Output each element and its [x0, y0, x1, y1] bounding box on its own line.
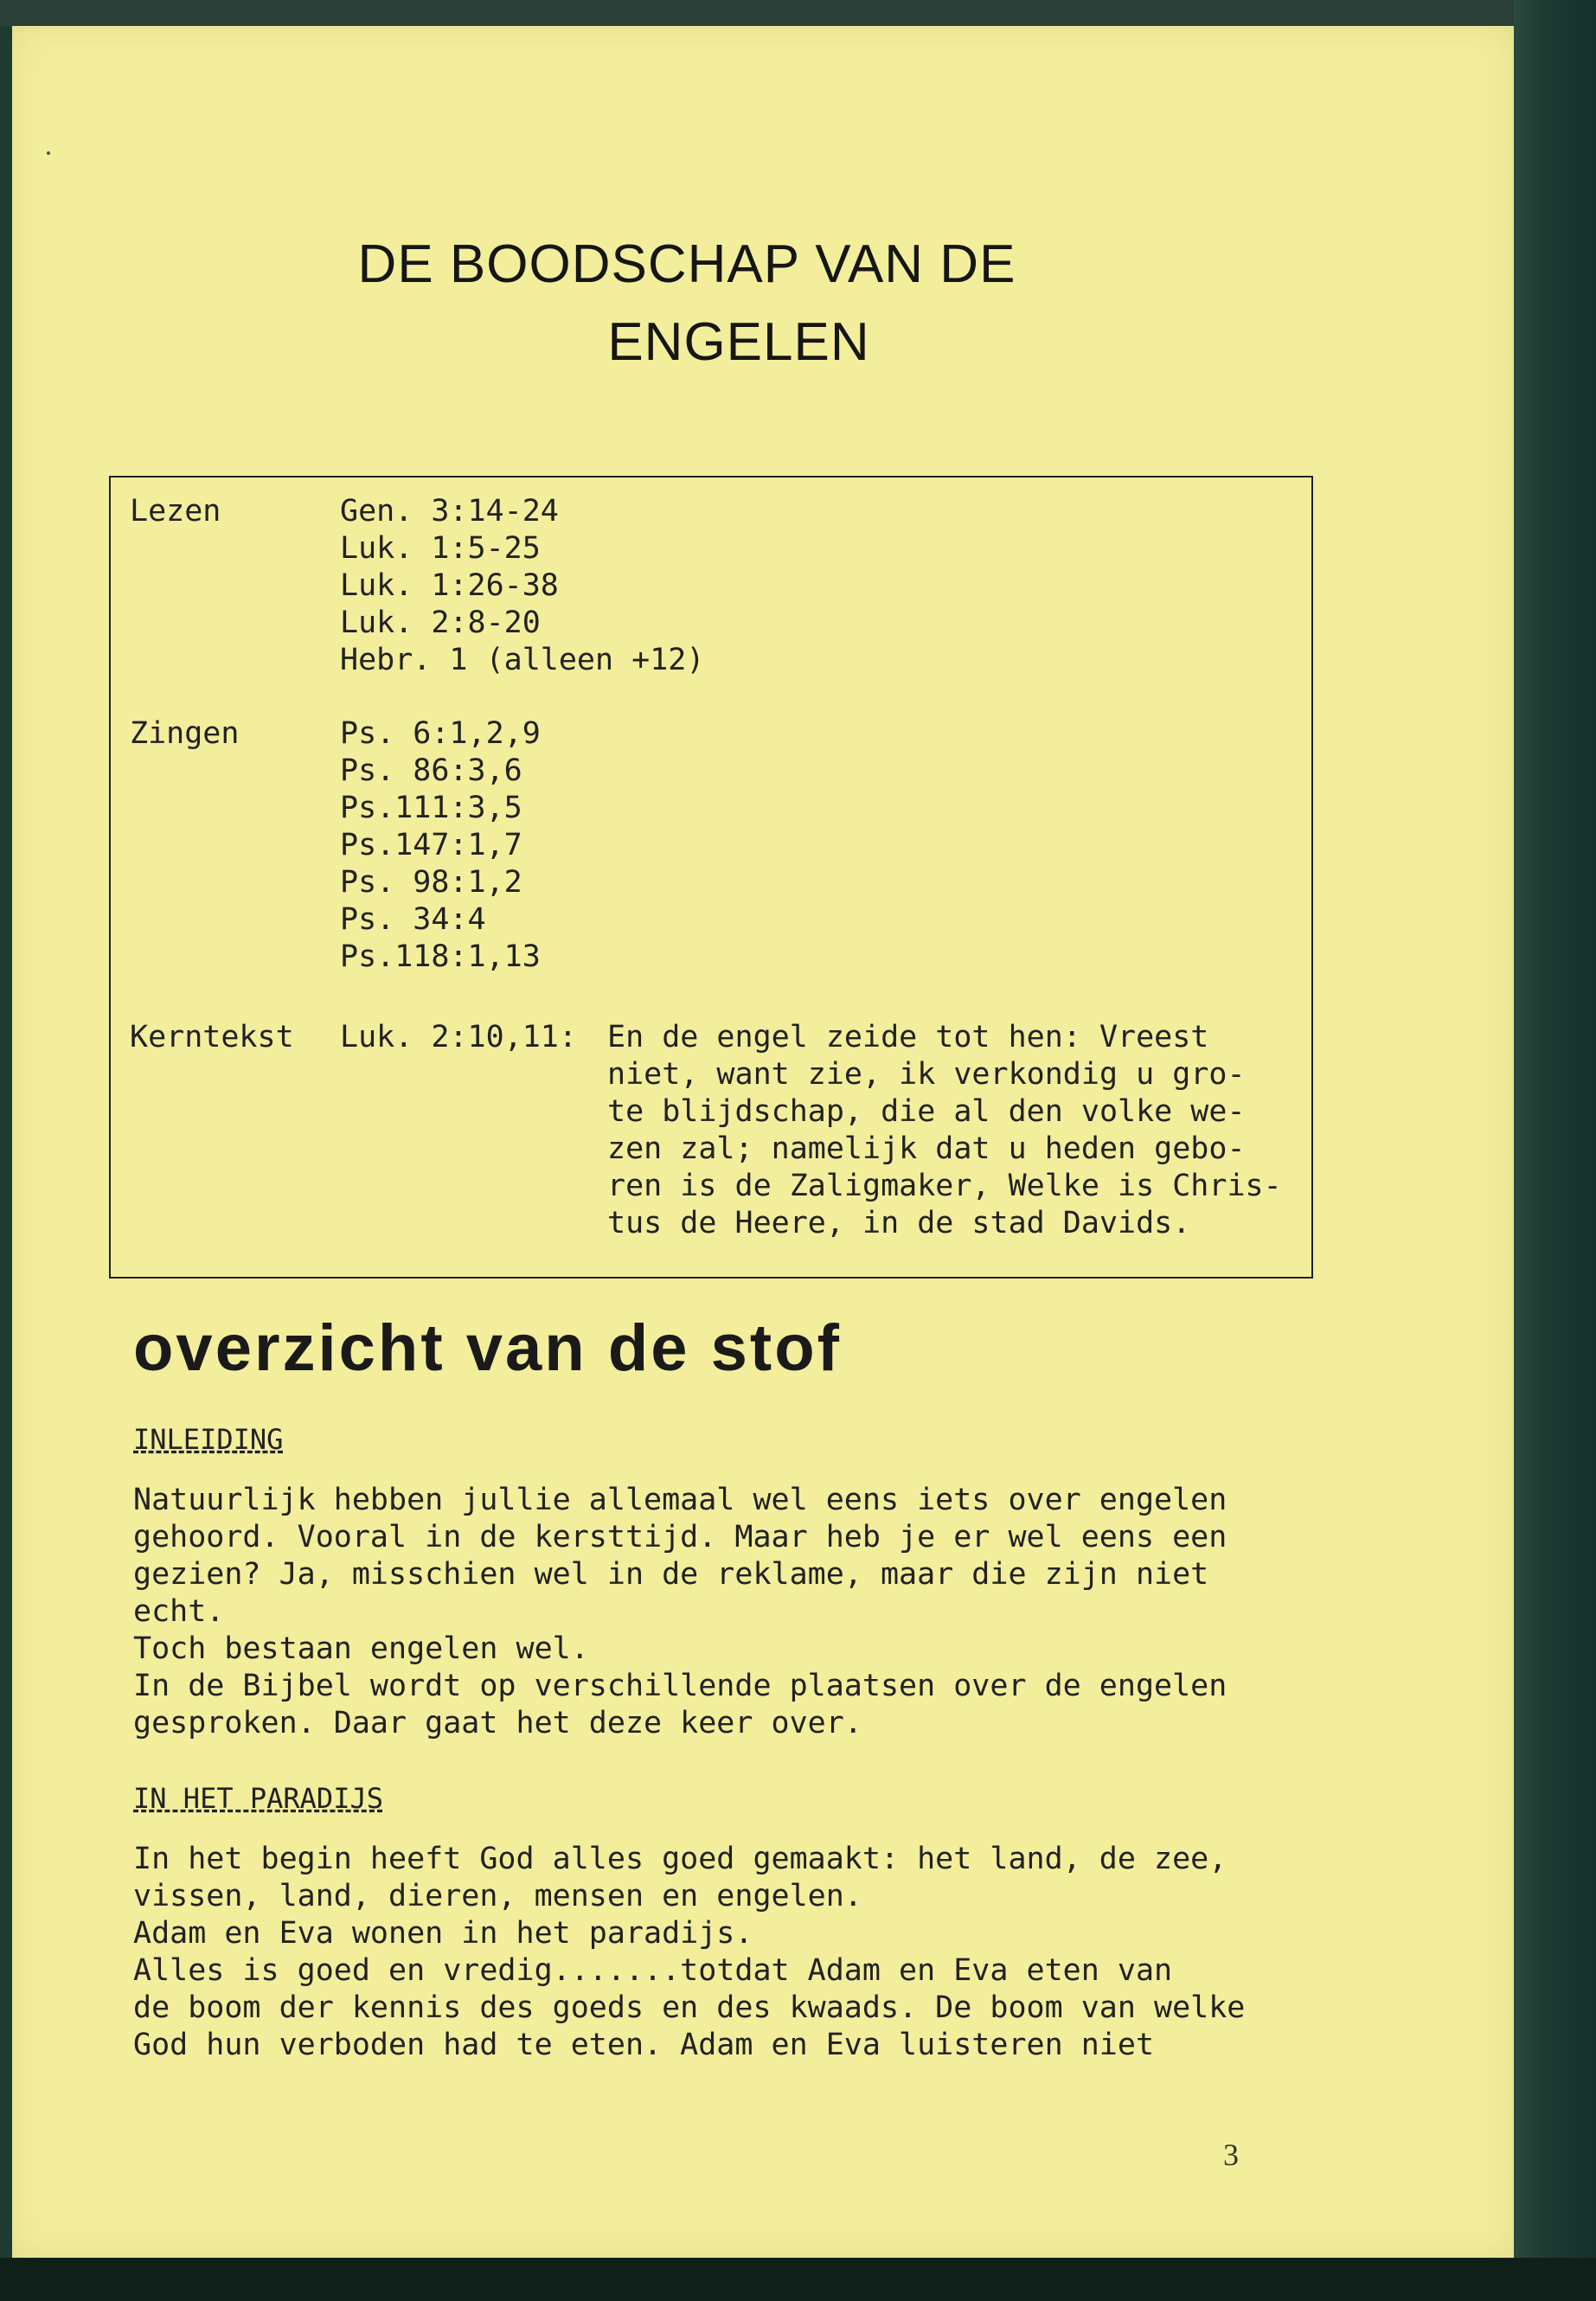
info-box	[109, 476, 1313, 1279]
overview-heading: overzicht van de stof	[133, 1311, 842, 1385]
kerntekst-label: Kerntekst	[130, 1020, 294, 1054]
kerntekst-ref: Luk. 2:10,11:	[340, 1020, 577, 1054]
inleiding-line: Toch bestaan engelen wel.	[133, 1631, 589, 1666]
inleiding-line: gezien? Ja, misschien wel in de reklame, maar die zijn niet	[133, 1557, 1209, 1592]
binder-spine	[1514, 0, 1596, 2301]
zingen-ref: Ps. 98:1,2	[340, 865, 522, 900]
inleiding-line: gehoord. Vooral in de kersttijd. Maar heb je er wel eens een	[133, 1520, 1227, 1554]
zingen-ref: Ps.118:1,13	[340, 939, 541, 974]
paradijs-line: In het begin heeft God alles goed gemaakt: het land, de zee,	[133, 1842, 1227, 1876]
paradijs-title: IN HET PARADIJS	[133, 1782, 383, 1815]
lezen-ref: Gen. 3:14-24	[340, 494, 559, 529]
paradijs-line: Adam en Eva wonen in het paradijs.	[133, 1916, 753, 1951]
inleiding-title: INLEIDING	[133, 1423, 284, 1456]
inleiding-line: gesproken. Daar gaat het deze keer over.	[133, 1706, 862, 1740]
inleiding-line: In de Bijbel wordt op verschillende plaatsen over de engelen	[133, 1669, 1227, 1703]
zingen-label: Zingen	[130, 716, 240, 751]
zingen-ref: Ps. 86:3,6	[340, 753, 522, 788]
speck	[47, 151, 50, 155]
inleiding-line: echt.	[133, 1594, 225, 1629]
lezen-ref: Luk. 1:26-38	[340, 568, 559, 603]
title-line-2: ENGELEN	[607, 312, 870, 372]
zingen-ref: Ps.147:1,7	[340, 828, 522, 862]
bottom-edge	[0, 2258, 1596, 2301]
zingen-ref: Ps. 6:1,2,9	[340, 716, 541, 751]
kerntekst-line: niet, want zie, ik verkondig u gro-	[607, 1057, 1246, 1092]
lezen-label: Lezen	[130, 494, 221, 529]
page-number: 3	[1223, 2138, 1239, 2172]
kerntekst-line: En de engel zeide tot hen: Vreest	[607, 1020, 1209, 1054]
kerntekst-line: ren is de Zaligmaker, Welke is Chris-	[607, 1169, 1282, 1203]
page	[12, 26, 1514, 2258]
inleiding-line: Natuurlijk hebben jullie allemaal wel eens iets over engelen	[133, 1483, 1227, 1517]
lezen-ref: Luk. 2:8-20	[340, 606, 541, 640]
kerntekst-line: zen zal; namelijk dat u heden gebo-	[607, 1131, 1246, 1166]
paradijs-line: de boom der kennis des goeds en des kwaads. De boom van welke	[133, 1990, 1246, 2025]
kerntekst-line: te blijdschap, die al den volke we-	[607, 1094, 1246, 1129]
title-line-1: DE BOODSCHAP VAN DE	[357, 234, 1016, 294]
zingen-ref: Ps. 34:4	[340, 902, 486, 937]
kerntekst-line: tus de Heere, in de stad Davids.	[607, 1206, 1191, 1240]
paradijs-line: vissen, land, dieren, mensen en engelen.	[133, 1879, 862, 1913]
lezen-ref: Hebr. 1 (alleen +12)	[340, 643, 705, 677]
top-edge	[0, 0, 1596, 26]
zingen-ref: Ps.111:3,5	[340, 791, 522, 825]
lezen-ref: Luk. 1:5-25	[340, 531, 541, 566]
paradijs-line: God hun verboden had te eten. Adam en Eva luisteren niet	[133, 2028, 1155, 2062]
paradijs-line: Alles is goed en vredig.......totdat Adam en Eva eten van	[133, 1953, 1173, 1988]
